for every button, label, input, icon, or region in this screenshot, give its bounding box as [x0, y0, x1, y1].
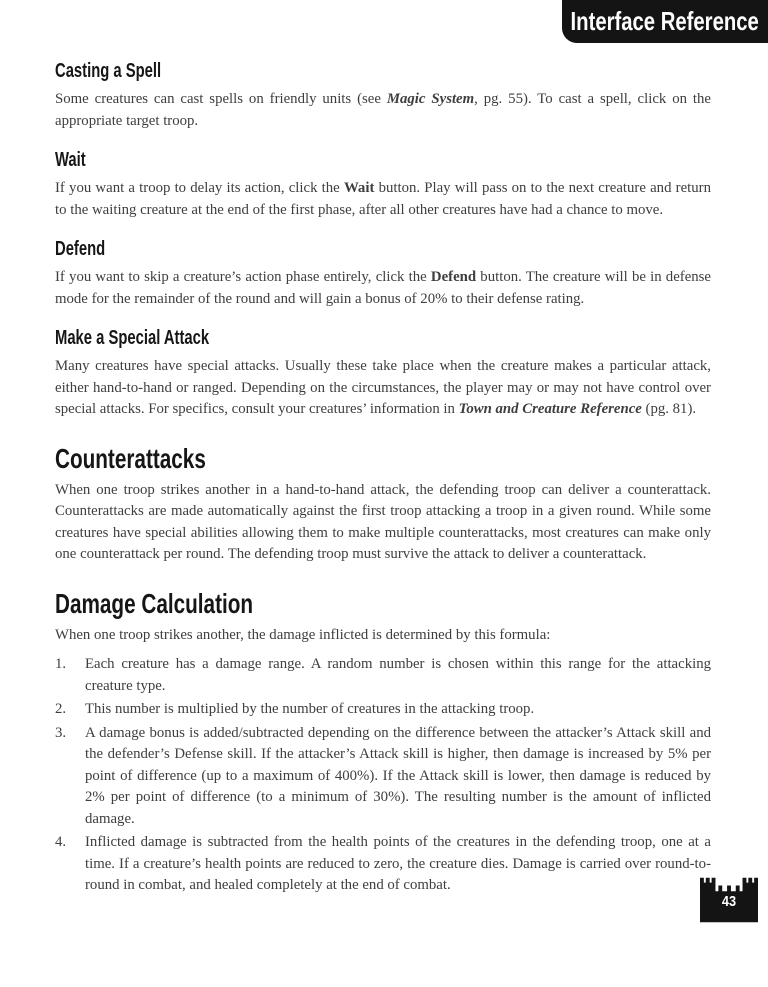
section-heading: Counterattacks [55, 442, 206, 474]
list-item [55, 832, 711, 897]
list-item-text: Each creature has a damage range. A random number is chosen within this range for the attacking creature type. [85, 656, 711, 694]
page-header-banner [562, 0, 768, 43]
paragraph: When one troop strikes another, the damage inflicted is determined by this formula: [55, 626, 551, 643]
paragraph: If you want a troop to delay its action, click the Wait button. Play will pass on to the next creature and return to the waiting creature at the end of the first phase, after all other creatures have had a chance to move. [55, 180, 712, 218]
section-heading: Casting a Spell [55, 60, 162, 82]
paragraph: If you want to skip a creature’s action phase entirely, click the Defend button. The creature will be in defense mode for the remainder of the round and will gain a bonus of 20% to their defense rating. [55, 269, 711, 307]
damage-formula-list [55, 654, 711, 897]
list-item-number: 4. [55, 834, 67, 850]
section-heading: Damage Calculation [55, 587, 254, 619]
list-item [55, 654, 711, 697]
section-wait [55, 149, 711, 221]
section-casting-a-spell [55, 60, 711, 132]
list-item [55, 723, 711, 831]
paragraph: When one troop strikes another in a hand-to-hand attack, the defending troop can deliver a counterattack. Counterattacks are made automatically against the first troop attacking a troop in a given round. While some creatures have special abilities allowing them to make multiple counterattacks, most creatures can make only one counterattack per round. The defending troop must survive the attack to deliver a counterattack. [55, 481, 711, 562]
list-item-number: 3. [55, 724, 67, 741]
section-heading: Defend [55, 238, 106, 260]
page-title: Interface Reference [570, 6, 760, 36]
page-content [55, 60, 711, 914]
section-counterattacks [55, 443, 711, 566]
list-item-text: This number is multiplied by the number of creatures in the attacking troop. [85, 701, 535, 717]
list-item-number: 2. [55, 701, 67, 717]
section-heading: Wait [55, 149, 86, 171]
page-number-badge [700, 877, 758, 923]
list-item-text: Inflicted damage is subtracted from the health points of the creatures in the defending troop, one at a time. If a creature’s health points are reduced to zero, the creature dies. Damage is carried over round-to-round in combat, and healed completely at the end of combat. [85, 834, 711, 893]
paragraph: Some creatures can cast spells on friendly units (see Magic System, pg. 55). To cast a spell, click on the appropriate target troop. [55, 91, 711, 129]
list-item [55, 699, 711, 721]
paragraph: Many creatures have special attacks. Usually these take place when the creature makes a particular attack, either hand-to-hand or ranged. Depending on the circumstances, the player may or may not have control over special attacks. For specifics, consult your creatures’ information in Town and Creature Reference (pg. 81). [55, 358, 711, 417]
section-damage-calculation [55, 588, 711, 897]
section-make-a-special-attack [55, 327, 711, 421]
list-item-number: 1. [55, 656, 67, 672]
page-number: 43 [721, 893, 737, 910]
list-item-text: A damage bonus is added/subtracted depending on the difference between the attacker’s Attack skill and the defender’s Defense skill. If the attacker’s Attack skill is higher, then damage is increased by 5% per point of difference (up to a maximum of 400%). If the Attack skill is lower, then damage is reduced by 2% per point of difference (to a minimum of 30%). The resulting number is the amount of inflicted damage. [85, 724, 711, 827]
section-defend [55, 238, 711, 310]
section-heading: Make a Special Attack [55, 327, 210, 349]
